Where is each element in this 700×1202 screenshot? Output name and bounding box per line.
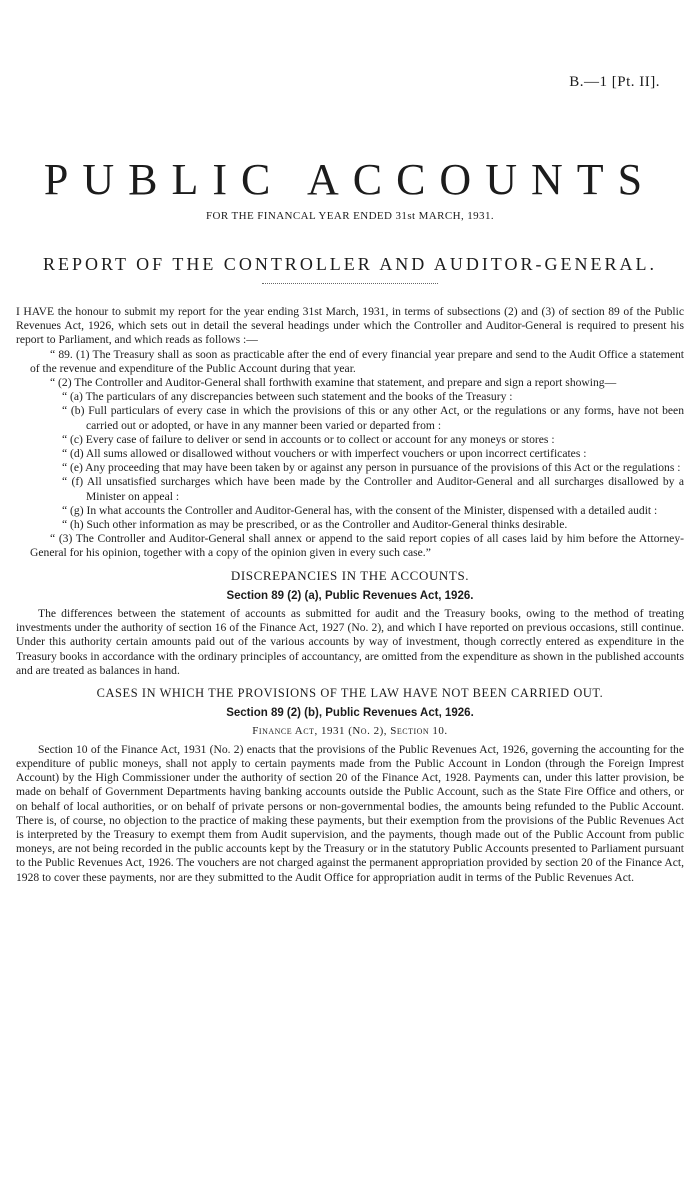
discrepancies-heading: DISCREPANCIES IN THE ACCOUNTS. xyxy=(230,567,470,583)
cases-heading: CASES IN WHICH THE PROVISIONS OF THE LAW HAVE NOT BEEN CARRIED OUT. xyxy=(96,686,604,701)
report-body xyxy=(16,305,684,885)
document-subtitle: FOR THE FINANCAL YEAR ENDED 31st MARCH, 1931. xyxy=(205,210,495,222)
list-item-g: “ (g) In what accounts the Controller and Auditor-General has, with the consent of the Minister, dispensed with a detailed audit : xyxy=(62,503,658,517)
list-item-h: “ (h) Such other information as may be prescribed, or as the Controller and Auditor-General thinks desirable. xyxy=(62,518,568,532)
list-item-c: “ (c) Every case of failure to deliver or send in accounts or to collect or account for any moneys or stores : xyxy=(62,432,555,446)
intro-paragraph: I HAVE the honour to submit my report for the year ending 31st March, 1931, in terms of subsections (2) and (3) of section 89 of the Public Revenues Act, 1926, which sets out in detail the several headings under which the Controller and Auditor-General is required to present his report to Parliament, and which reads as follows :— xyxy=(16,305,684,347)
divider xyxy=(262,283,438,284)
list-item-d: “ (d) All sums allowed or disallowed without vouchers or with imperfect vouchers or upon incorrect certificates : xyxy=(62,447,587,461)
list-item-f: “ (f) All unsatisfied surcharges which have been made by the Controller and Auditor-General and all surcharges disallowed by a Minister on appeal : xyxy=(62,475,684,503)
list-item-b: “ (b) Full particulars of every case in which the provisions of this or any other Act, or the regulations or any forms, have not been carried out or adopted, or have in any manner been varied or departed from : xyxy=(62,404,684,432)
section-89-2: “ (2) The Controller and Auditor-General shall forthwith examine that statement, and prepare and sign a report showing— xyxy=(50,376,617,390)
section-89-3: “ (3) The Controller and Auditor-General shall annex or append to the said report copies of all cases laid by him before the Attorney-General for his opinion, together with a copy of the opinion given in every such case.” xyxy=(30,532,684,560)
finance-act-subheading: Finance Act, 1931 (No. 2), Section 10. xyxy=(252,725,448,738)
discrepancies-paragraph: The differences between the statement of accounts as submitted for audit and the Treasury books, owing to the method of treating investments under the authority of section 16 of the Finance Act, 1927 (No. 2), and which I have reported on previous occasions, still continue. Under this authority certain amounts paid out of the various accounts by way of investment, though correctly entered as expenditure in the Treasury books in accordance with the ordinary principles of accountancy, are omitted from the expenditure as shown in the published accounts and are treated as balances in hand. xyxy=(16,607,684,677)
report-heading: REPORT OF THE CONTROLLER AND AUDITOR-GENERAL. xyxy=(43,254,657,274)
document-title: PUBLIC ACCOUNTS xyxy=(43,155,657,204)
section-89-2a-heading: Section 89 (2) (a), Public Revenues Act, 1926. xyxy=(226,589,474,602)
section-10-paragraph: Section 10 of the Finance Act, 1931 (No. 2) enacts that the provisions of the Public Revenues Act, 1926, governing the accounting for the expenditure of public moneys, shall not apply to certain payments made from the Public Account in London (through the Foreign Imprest Account) by the High Commissioner under the authority of section 20 of the Finance Act, 1928. Payments can, under this latter provision, be made on behalf of Government Departments having banking accounts outside the Public Account, such as the State Fire Office and others, or on behalf of local authorities, or on behalf of private persons or non-governmental bodies, the amounts being refunded to the Public Account. There is, of course, no objection to the practice of making these payments, but their exemption from the provisions of the Public Revenues Act is interpreted by the Treasury to exempt them from Audit supervision, and the payments, though made out of the Public Account from public moneys, are not being recorded in the public accounts kept by the Treasury or in the statutory Public Accounts presented to Parliament pursuant to the Public Revenues Act, 1926. The vouchers are not charged against the permanent appropriation provided by section 20 of the Finance Act, 1928 to cover these payments, nor are they submitted to the Audit Office for appropriation audit in terms of the Public Revenues Act. xyxy=(16,742,684,884)
page-reference: B.—1 [Pt. II]. xyxy=(569,74,660,90)
list-item-a: “ (a) The particulars of any discrepancies between such statement and the books of the Treasury : xyxy=(62,390,513,404)
list-item-e: “ (e) Any proceeding that may have been taken by or against any person in pursuance of the provisions of this Act or the regulations : xyxy=(62,461,681,475)
section-89-1: “ 89. (1) The Treasury shall as soon as practicable after the end of every financial year prepare and send to the Audit Office a statement of the revenue and expenditure of the Public Account during that year. xyxy=(30,347,684,375)
section-89-2b-heading: Section 89 (2) (b), Public Revenues Act, 1926. xyxy=(226,707,474,720)
